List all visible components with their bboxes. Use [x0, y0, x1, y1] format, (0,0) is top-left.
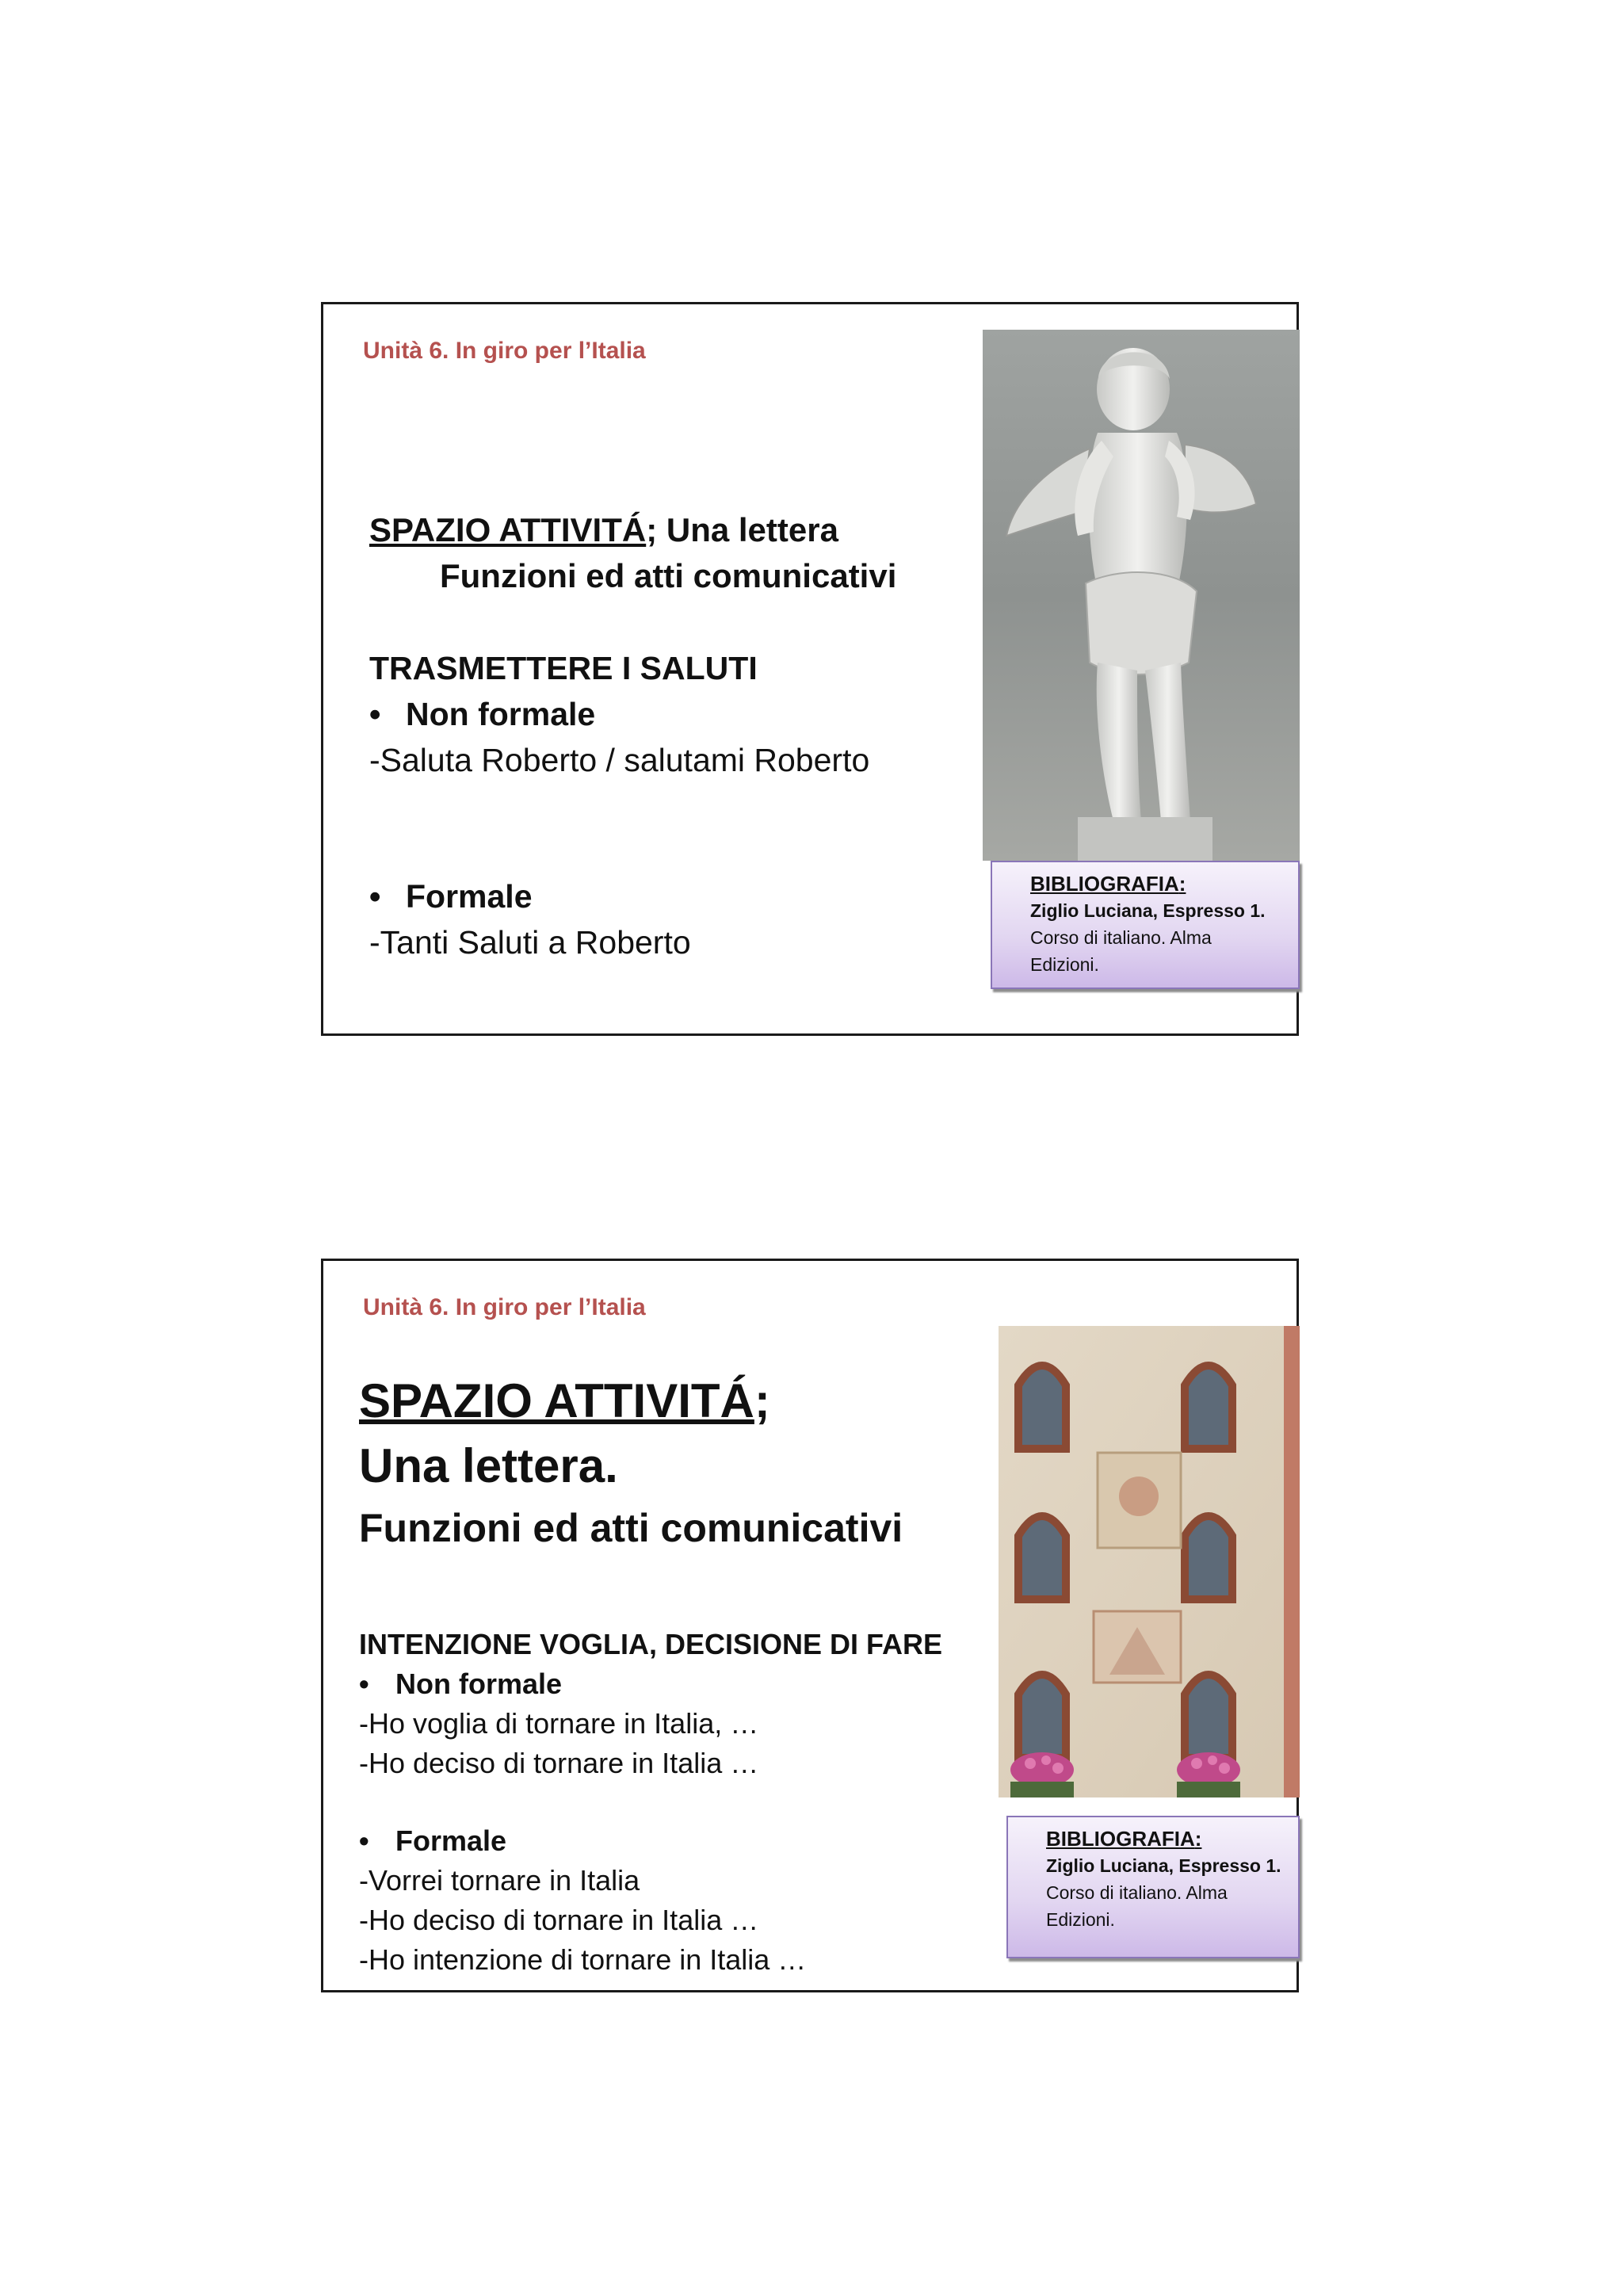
bullet-informal: [369, 694, 595, 734]
bibliography-label: BIBLIOGRAFIA: [1030, 872, 1179, 896]
bullet-glyph: •: [369, 878, 381, 915]
slide-subheading: Funzioni ed atti comunicativi: [359, 1506, 903, 1550]
bibliography-box: [991, 861, 1300, 989]
slide-subheading: Funzioni ed atti comunicativi: [440, 557, 897, 594]
slide-heading: [359, 1372, 770, 1431]
example-line: -Vorrei tornare in Italia: [359, 1864, 640, 1897]
bullet-glyph: •: [359, 1668, 369, 1700]
slide-1: [321, 302, 1299, 1036]
example-line: -Ho deciso di tornare in Italia …: [359, 1904, 759, 1936]
unit-title: Unità 6. In giro per l’Italia: [363, 338, 646, 364]
bibliography-heading: [1046, 1825, 1298, 1852]
slide-2: [321, 1259, 1299, 1992]
bibliography-box: [1006, 1816, 1300, 1958]
building-facade-photo: [999, 1326, 1300, 1797]
bibliography-heading: [1030, 870, 1298, 897]
heading-rest: ;: [754, 1374, 770, 1427]
formal-label: Formale: [406, 878, 533, 915]
bibliography-line: Corso di italiano. Alma: [1030, 927, 1212, 948]
informal-label: Non formale: [406, 696, 596, 732]
bullet-glyph: •: [359, 1824, 369, 1857]
informal-label: Non formale: [395, 1668, 563, 1700]
heading-rest: ; Una lettera: [646, 511, 838, 548]
section-title: TRASMETTERE I SALUTI: [369, 650, 758, 686]
bibliography-label: BIBLIOGRAFIA: [1046, 1827, 1195, 1851]
bibliography-author: Ziglio Luciana, Espresso 1.: [1030, 900, 1266, 921]
example-line: -Ho voglia di tornare in Italia, …: [359, 1707, 759, 1740]
slide-heading: [369, 510, 838, 550]
slide-heading-2: Una lettera.: [359, 1439, 618, 1492]
bibliography-line: Edizioni.: [1046, 1909, 1115, 1930]
bibliography-line: Corso di italiano. Alma: [1046, 1882, 1228, 1903]
bullet-formal: [369, 877, 533, 916]
bullet-glyph: •: [369, 696, 381, 732]
heading-underlined: SPAZIO ATTIVITÁ: [359, 1374, 754, 1427]
bullet-informal: [359, 1665, 562, 1703]
bibliography-line: Edizioni.: [1030, 954, 1099, 975]
angel-statue-photo: [983, 330, 1300, 861]
example-line: -Saluta Roberto / salutami Roberto: [369, 742, 870, 778]
bibliography-colon: :: [1178, 872, 1186, 896]
formal-label: Formale: [395, 1824, 507, 1857]
heading-underlined: SPAZIO ATTIVITÁ: [369, 511, 647, 548]
unit-title: Unità 6. In giro per l’Italia: [363, 1294, 646, 1320]
bibliography-author: Ziglio Luciana, Espresso 1.: [1046, 1855, 1281, 1876]
bullet-formal: [359, 1822, 506, 1860]
bibliography-colon: :: [1194, 1827, 1202, 1851]
example-line: -Ho deciso di tornare in Italia …: [359, 1747, 759, 1779]
example-line: -Ho intenzione di tornare in Italia …: [359, 1943, 807, 1976]
section-title: INTENZIONE VOGLIA, DECISIONE DI FARE: [359, 1628, 943, 1660]
example-line: -Tanti Saluti a Roberto: [369, 924, 691, 961]
